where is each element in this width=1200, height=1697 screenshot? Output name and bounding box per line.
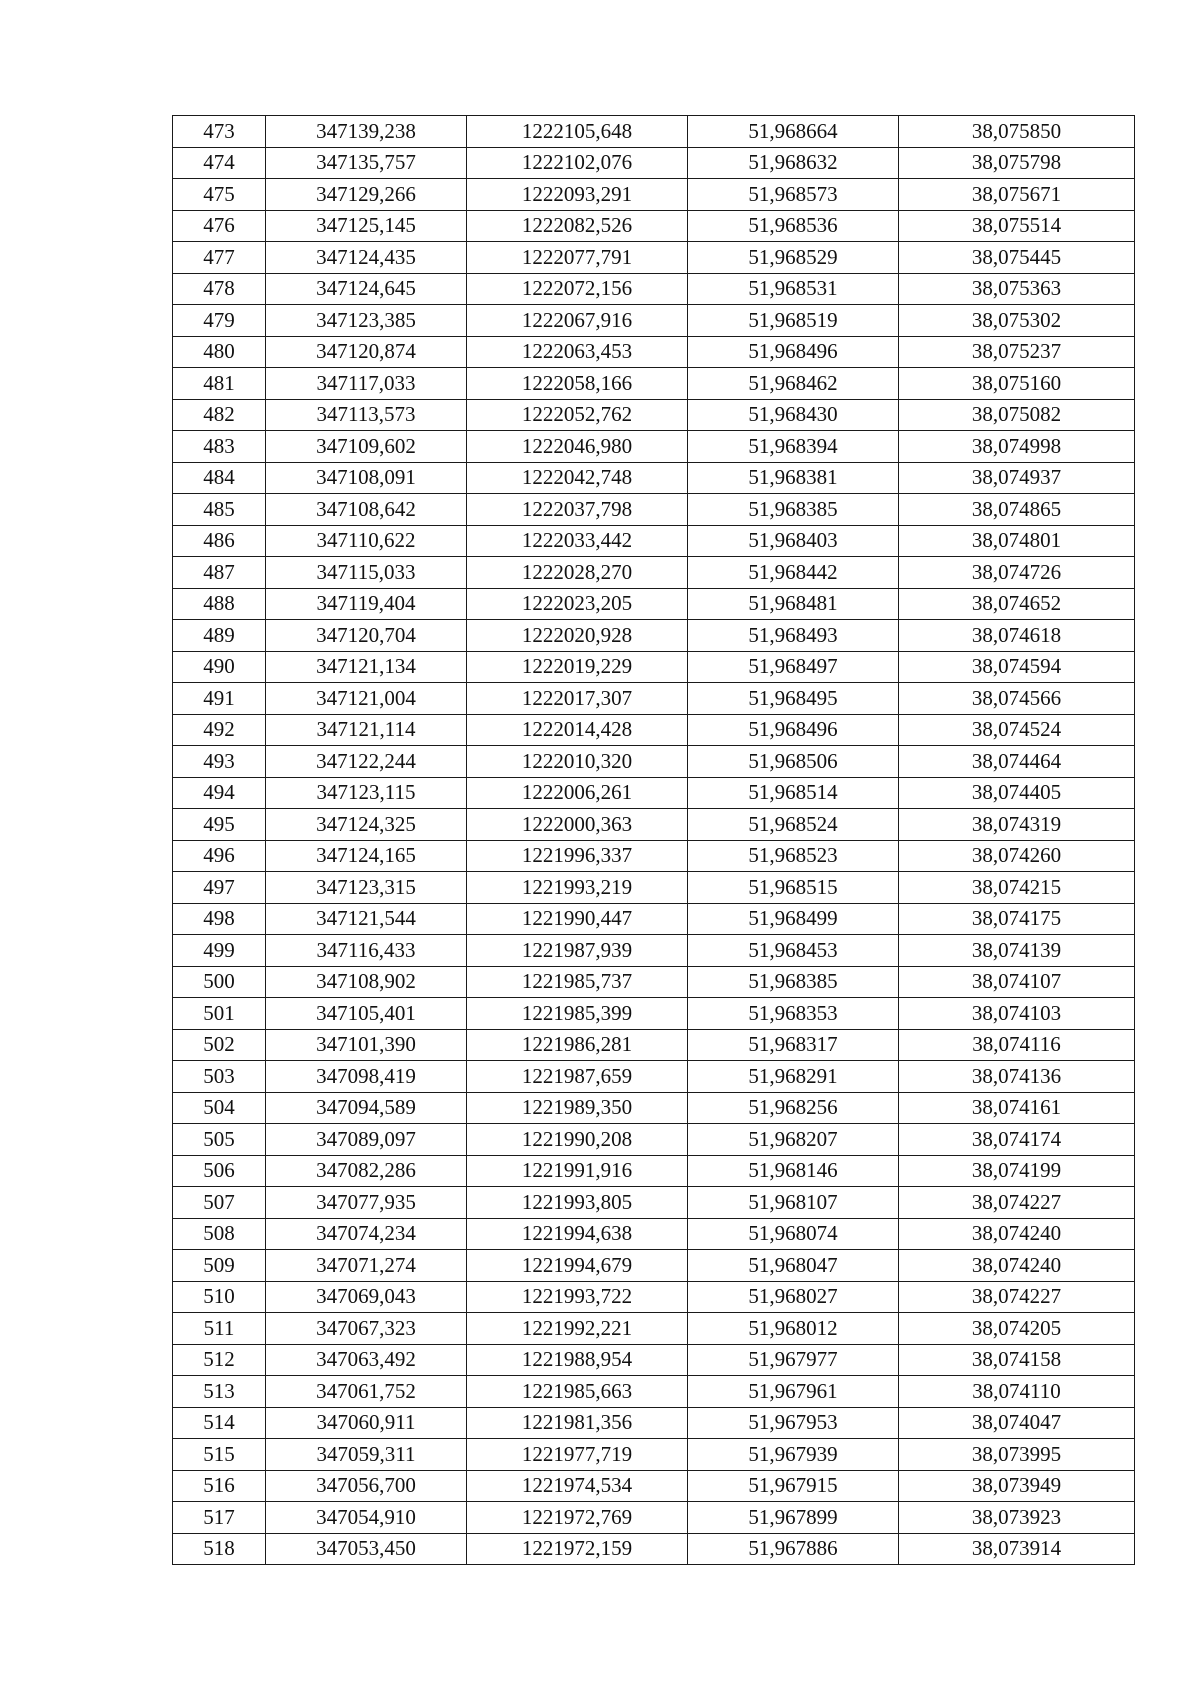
point-number-cell: 517	[173, 1502, 266, 1534]
point-number-cell: 516	[173, 1470, 266, 1502]
table-row	[173, 1533, 1135, 1565]
table-row	[173, 1250, 1135, 1282]
point-number-cell: 500	[173, 966, 266, 998]
y-coordinate-cell: 1222072,156	[467, 273, 688, 305]
table-row	[173, 714, 1135, 746]
y-coordinate-cell: 1221993,805	[467, 1187, 688, 1219]
x-coordinate-cell: 347129,266	[266, 179, 467, 211]
longitude-cell: 38,074865	[899, 494, 1135, 526]
longitude-cell: 38,074566	[899, 683, 1135, 715]
point-number-cell: 509	[173, 1250, 266, 1282]
point-number-cell: 480	[173, 336, 266, 368]
table-row	[173, 683, 1135, 715]
x-coordinate-cell: 347113,573	[266, 399, 467, 431]
table-row	[173, 1029, 1135, 1061]
y-coordinate-cell: 1221994,679	[467, 1250, 688, 1282]
table-row	[173, 872, 1135, 904]
x-coordinate-cell: 347121,114	[266, 714, 467, 746]
y-coordinate-cell: 1222020,928	[467, 620, 688, 652]
latitude-cell: 51,968442	[688, 557, 899, 589]
longitude-cell: 38,074260	[899, 840, 1135, 872]
point-number-cell: 475	[173, 179, 266, 211]
longitude-cell: 38,075445	[899, 242, 1135, 274]
coordinates-table	[172, 115, 1135, 1565]
latitude-cell: 51,968012	[688, 1313, 899, 1345]
longitude-cell: 38,074174	[899, 1124, 1135, 1156]
x-coordinate-cell: 347121,134	[266, 651, 467, 683]
table-row	[173, 1407, 1135, 1439]
longitude-cell: 38,074107	[899, 966, 1135, 998]
latitude-cell: 51,968146	[688, 1155, 899, 1187]
point-number-cell: 503	[173, 1061, 266, 1093]
point-number-cell: 514	[173, 1407, 266, 1439]
y-coordinate-cell: 1222037,798	[467, 494, 688, 526]
table-row	[173, 966, 1135, 998]
table-row	[173, 998, 1135, 1030]
latitude-cell: 51,968506	[688, 746, 899, 778]
longitude-cell: 38,074199	[899, 1155, 1135, 1187]
x-coordinate-cell: 347098,419	[266, 1061, 467, 1093]
y-coordinate-cell: 1222028,270	[467, 557, 688, 589]
table-row	[173, 1124, 1135, 1156]
table-row	[173, 431, 1135, 463]
y-coordinate-cell: 1222014,428	[467, 714, 688, 746]
x-coordinate-cell: 347074,234	[266, 1218, 467, 1250]
y-coordinate-cell: 1221981,356	[467, 1407, 688, 1439]
latitude-cell: 51,968291	[688, 1061, 899, 1093]
point-number-cell: 486	[173, 525, 266, 557]
y-coordinate-cell: 1222063,453	[467, 336, 688, 368]
x-coordinate-cell: 347063,492	[266, 1344, 467, 1376]
table-row	[173, 1092, 1135, 1124]
latitude-cell: 51,968381	[688, 462, 899, 494]
table-row	[173, 1376, 1135, 1408]
table-row	[173, 557, 1135, 589]
x-coordinate-cell: 347119,404	[266, 588, 467, 620]
longitude-cell: 38,075237	[899, 336, 1135, 368]
x-coordinate-cell: 347123,115	[266, 777, 467, 809]
point-number-cell: 512	[173, 1344, 266, 1376]
longitude-cell: 38,074136	[899, 1061, 1135, 1093]
table-row	[173, 777, 1135, 809]
latitude-cell: 51,968107	[688, 1187, 899, 1219]
y-coordinate-cell: 1221990,447	[467, 903, 688, 935]
point-number-cell: 488	[173, 588, 266, 620]
longitude-cell: 38,074319	[899, 809, 1135, 841]
table-row	[173, 840, 1135, 872]
table-row	[173, 1155, 1135, 1187]
x-coordinate-cell: 347101,390	[266, 1029, 467, 1061]
x-coordinate-cell: 347059,311	[266, 1439, 467, 1471]
x-coordinate-cell: 347071,274	[266, 1250, 467, 1282]
latitude-cell: 51,968027	[688, 1281, 899, 1313]
x-coordinate-cell: 347109,602	[266, 431, 467, 463]
y-coordinate-cell: 1222082,526	[467, 210, 688, 242]
y-coordinate-cell: 1221991,916	[467, 1155, 688, 1187]
longitude-cell: 38,074652	[899, 588, 1135, 620]
x-coordinate-cell: 347061,752	[266, 1376, 467, 1408]
x-coordinate-cell: 347124,325	[266, 809, 467, 841]
x-coordinate-cell: 347115,033	[266, 557, 467, 589]
point-number-cell: 496	[173, 840, 266, 872]
table-row	[173, 935, 1135, 967]
x-coordinate-cell: 347077,935	[266, 1187, 467, 1219]
longitude-cell: 38,074110	[899, 1376, 1135, 1408]
table-row	[173, 525, 1135, 557]
x-coordinate-cell: 347108,902	[266, 966, 467, 998]
point-number-cell: 506	[173, 1155, 266, 1187]
point-number-cell: 495	[173, 809, 266, 841]
y-coordinate-cell: 1221994,638	[467, 1218, 688, 1250]
longitude-cell: 38,075850	[899, 116, 1135, 148]
point-number-cell: 501	[173, 998, 266, 1030]
y-coordinate-cell: 1221988,954	[467, 1344, 688, 1376]
latitude-cell: 51,968385	[688, 966, 899, 998]
coordinates-table-body	[173, 116, 1135, 1565]
latitude-cell: 51,968573	[688, 179, 899, 211]
table-row	[173, 179, 1135, 211]
longitude-cell: 38,074240	[899, 1218, 1135, 1250]
point-number-cell: 478	[173, 273, 266, 305]
x-coordinate-cell: 347094,589	[266, 1092, 467, 1124]
y-coordinate-cell: 1222058,166	[467, 368, 688, 400]
table-row	[173, 147, 1135, 179]
point-number-cell: 507	[173, 1187, 266, 1219]
table-row	[173, 273, 1135, 305]
latitude-cell: 51,967953	[688, 1407, 899, 1439]
x-coordinate-cell: 347121,004	[266, 683, 467, 715]
y-coordinate-cell: 1222019,229	[467, 651, 688, 683]
point-number-cell: 492	[173, 714, 266, 746]
y-coordinate-cell: 1221993,219	[467, 872, 688, 904]
table-row	[173, 1281, 1135, 1313]
y-coordinate-cell: 1222105,648	[467, 116, 688, 148]
x-coordinate-cell: 347123,385	[266, 305, 467, 337]
point-number-cell: 502	[173, 1029, 266, 1061]
longitude-cell: 38,074594	[899, 651, 1135, 683]
point-number-cell: 511	[173, 1313, 266, 1345]
y-coordinate-cell: 1221986,281	[467, 1029, 688, 1061]
longitude-cell: 38,074524	[899, 714, 1135, 746]
x-coordinate-cell: 347110,622	[266, 525, 467, 557]
point-number-cell: 508	[173, 1218, 266, 1250]
table-row	[173, 462, 1135, 494]
point-number-cell: 513	[173, 1376, 266, 1408]
table-row	[173, 1344, 1135, 1376]
latitude-cell: 51,968430	[688, 399, 899, 431]
point-number-cell: 483	[173, 431, 266, 463]
table-row	[173, 651, 1135, 683]
x-coordinate-cell: 347125,145	[266, 210, 467, 242]
table-row	[173, 494, 1135, 526]
latitude-cell: 51,968481	[688, 588, 899, 620]
x-coordinate-cell: 347069,043	[266, 1281, 467, 1313]
longitude-cell: 38,074161	[899, 1092, 1135, 1124]
y-coordinate-cell: 1222033,442	[467, 525, 688, 557]
latitude-cell: 51,968632	[688, 147, 899, 179]
latitude-cell: 51,968493	[688, 620, 899, 652]
latitude-cell: 51,968353	[688, 998, 899, 1030]
latitude-cell: 51,968317	[688, 1029, 899, 1061]
table-row	[173, 620, 1135, 652]
point-number-cell: 490	[173, 651, 266, 683]
latitude-cell: 51,968531	[688, 273, 899, 305]
longitude-cell: 38,073923	[899, 1502, 1135, 1534]
latitude-cell: 51,967886	[688, 1533, 899, 1565]
x-coordinate-cell: 347124,645	[266, 273, 467, 305]
y-coordinate-cell: 1222023,205	[467, 588, 688, 620]
point-number-cell: 473	[173, 116, 266, 148]
table-row	[173, 116, 1135, 148]
point-number-cell: 510	[173, 1281, 266, 1313]
longitude-cell: 38,075160	[899, 368, 1135, 400]
longitude-cell: 38,075302	[899, 305, 1135, 337]
latitude-cell: 51,968496	[688, 336, 899, 368]
x-coordinate-cell: 347120,704	[266, 620, 467, 652]
y-coordinate-cell: 1221996,337	[467, 840, 688, 872]
latitude-cell: 51,968515	[688, 872, 899, 904]
y-coordinate-cell: 1221987,939	[467, 935, 688, 967]
x-coordinate-cell: 347067,323	[266, 1313, 467, 1345]
x-coordinate-cell: 347054,910	[266, 1502, 467, 1534]
x-coordinate-cell: 347053,450	[266, 1533, 467, 1565]
y-coordinate-cell: 1221972,159	[467, 1533, 688, 1565]
point-number-cell: 494	[173, 777, 266, 809]
latitude-cell: 51,968462	[688, 368, 899, 400]
longitude-cell: 38,074158	[899, 1344, 1135, 1376]
latitude-cell: 51,967915	[688, 1470, 899, 1502]
latitude-cell: 51,968496	[688, 714, 899, 746]
longitude-cell: 38,073949	[899, 1470, 1135, 1502]
longitude-cell: 38,074464	[899, 746, 1135, 778]
x-coordinate-cell: 347108,642	[266, 494, 467, 526]
y-coordinate-cell: 1221989,350	[467, 1092, 688, 1124]
table-row	[173, 746, 1135, 778]
point-number-cell: 493	[173, 746, 266, 778]
y-coordinate-cell: 1221985,737	[467, 966, 688, 998]
point-number-cell: 498	[173, 903, 266, 935]
table-row	[173, 1061, 1135, 1093]
point-number-cell: 474	[173, 147, 266, 179]
table-row	[173, 588, 1135, 620]
longitude-cell: 38,074227	[899, 1281, 1135, 1313]
latitude-cell: 51,968495	[688, 683, 899, 715]
point-number-cell: 479	[173, 305, 266, 337]
table-row	[173, 336, 1135, 368]
x-coordinate-cell: 347122,244	[266, 746, 467, 778]
y-coordinate-cell: 1222093,291	[467, 179, 688, 211]
longitude-cell: 38,074116	[899, 1029, 1135, 1061]
x-coordinate-cell: 347139,238	[266, 116, 467, 148]
y-coordinate-cell: 1222010,320	[467, 746, 688, 778]
x-coordinate-cell: 347120,874	[266, 336, 467, 368]
table-row	[173, 242, 1135, 274]
longitude-cell: 38,073995	[899, 1439, 1135, 1471]
x-coordinate-cell: 347135,757	[266, 147, 467, 179]
longitude-cell: 38,074240	[899, 1250, 1135, 1282]
longitude-cell: 38,074726	[899, 557, 1135, 589]
table-row	[173, 1187, 1135, 1219]
x-coordinate-cell: 347121,544	[266, 903, 467, 935]
latitude-cell: 51,968497	[688, 651, 899, 683]
y-coordinate-cell: 1222017,307	[467, 683, 688, 715]
table-row	[173, 1439, 1135, 1471]
point-number-cell: 476	[173, 210, 266, 242]
point-number-cell: 491	[173, 683, 266, 715]
latitude-cell: 51,968519	[688, 305, 899, 337]
point-number-cell: 487	[173, 557, 266, 589]
longitude-cell: 38,074227	[899, 1187, 1135, 1219]
y-coordinate-cell: 1221987,659	[467, 1061, 688, 1093]
point-number-cell: 484	[173, 462, 266, 494]
longitude-cell: 38,074801	[899, 525, 1135, 557]
document-page	[172, 115, 1135, 1565]
table-row	[173, 1502, 1135, 1534]
point-number-cell: 504	[173, 1092, 266, 1124]
y-coordinate-cell: 1222046,980	[467, 431, 688, 463]
table-row	[173, 1218, 1135, 1250]
point-number-cell: 481	[173, 368, 266, 400]
point-number-cell: 499	[173, 935, 266, 967]
longitude-cell: 38,075514	[899, 210, 1135, 242]
longitude-cell: 38,074175	[899, 903, 1135, 935]
point-number-cell: 477	[173, 242, 266, 274]
point-number-cell: 497	[173, 872, 266, 904]
y-coordinate-cell: 1221985,399	[467, 998, 688, 1030]
longitude-cell: 38,075363	[899, 273, 1135, 305]
x-coordinate-cell: 347082,286	[266, 1155, 467, 1187]
y-coordinate-cell: 1222077,791	[467, 242, 688, 274]
longitude-cell: 38,074405	[899, 777, 1135, 809]
latitude-cell: 51,968207	[688, 1124, 899, 1156]
latitude-cell: 51,968536	[688, 210, 899, 242]
longitude-cell: 38,075671	[899, 179, 1135, 211]
y-coordinate-cell: 1222000,363	[467, 809, 688, 841]
y-coordinate-cell: 1221974,534	[467, 1470, 688, 1502]
longitude-cell: 38,075082	[899, 399, 1135, 431]
y-coordinate-cell: 1221977,719	[467, 1439, 688, 1471]
x-coordinate-cell: 347123,315	[266, 872, 467, 904]
y-coordinate-cell: 1221992,221	[467, 1313, 688, 1345]
y-coordinate-cell: 1221985,663	[467, 1376, 688, 1408]
y-coordinate-cell: 1222006,261	[467, 777, 688, 809]
x-coordinate-cell: 347124,165	[266, 840, 467, 872]
table-row	[173, 305, 1135, 337]
latitude-cell: 51,968524	[688, 809, 899, 841]
longitude-cell: 38,074618	[899, 620, 1135, 652]
x-coordinate-cell: 347116,433	[266, 935, 467, 967]
latitude-cell: 51,968256	[688, 1092, 899, 1124]
longitude-cell: 38,074205	[899, 1313, 1135, 1345]
x-coordinate-cell: 347124,435	[266, 242, 467, 274]
y-coordinate-cell: 1222052,762	[467, 399, 688, 431]
latitude-cell: 51,967977	[688, 1344, 899, 1376]
longitude-cell: 38,074215	[899, 872, 1135, 904]
y-coordinate-cell: 1222042,748	[467, 462, 688, 494]
point-number-cell: 515	[173, 1439, 266, 1471]
longitude-cell: 38,074047	[899, 1407, 1135, 1439]
point-number-cell: 505	[173, 1124, 266, 1156]
table-row	[173, 1313, 1135, 1345]
table-row	[173, 210, 1135, 242]
y-coordinate-cell: 1221993,722	[467, 1281, 688, 1313]
latitude-cell: 51,968403	[688, 525, 899, 557]
point-number-cell: 482	[173, 399, 266, 431]
latitude-cell: 51,968499	[688, 903, 899, 935]
x-coordinate-cell: 347117,033	[266, 368, 467, 400]
longitude-cell: 38,074103	[899, 998, 1135, 1030]
y-coordinate-cell: 1222067,916	[467, 305, 688, 337]
y-coordinate-cell: 1221990,208	[467, 1124, 688, 1156]
point-number-cell: 489	[173, 620, 266, 652]
x-coordinate-cell: 347060,911	[266, 1407, 467, 1439]
longitude-cell: 38,074937	[899, 462, 1135, 494]
point-number-cell: 518	[173, 1533, 266, 1565]
table-row	[173, 1470, 1135, 1502]
x-coordinate-cell: 347108,091	[266, 462, 467, 494]
latitude-cell: 51,968385	[688, 494, 899, 526]
y-coordinate-cell: 1221972,769	[467, 1502, 688, 1534]
latitude-cell: 51,968074	[688, 1218, 899, 1250]
longitude-cell: 38,073914	[899, 1533, 1135, 1565]
y-coordinate-cell: 1222102,076	[467, 147, 688, 179]
latitude-cell: 51,968529	[688, 242, 899, 274]
table-row	[173, 809, 1135, 841]
longitude-cell: 38,074998	[899, 431, 1135, 463]
longitude-cell: 38,074139	[899, 935, 1135, 967]
table-row	[173, 399, 1135, 431]
x-coordinate-cell: 347089,097	[266, 1124, 467, 1156]
latitude-cell: 51,968664	[688, 116, 899, 148]
latitude-cell: 51,968047	[688, 1250, 899, 1282]
longitude-cell: 38,075798	[899, 147, 1135, 179]
latitude-cell: 51,968453	[688, 935, 899, 967]
latitude-cell: 51,968514	[688, 777, 899, 809]
x-coordinate-cell: 347105,401	[266, 998, 467, 1030]
latitude-cell: 51,968523	[688, 840, 899, 872]
table-row	[173, 903, 1135, 935]
table-row	[173, 368, 1135, 400]
point-number-cell: 485	[173, 494, 266, 526]
latitude-cell: 51,967899	[688, 1502, 899, 1534]
x-coordinate-cell: 347056,700	[266, 1470, 467, 1502]
latitude-cell: 51,967961	[688, 1376, 899, 1408]
latitude-cell: 51,967939	[688, 1439, 899, 1471]
latitude-cell: 51,968394	[688, 431, 899, 463]
